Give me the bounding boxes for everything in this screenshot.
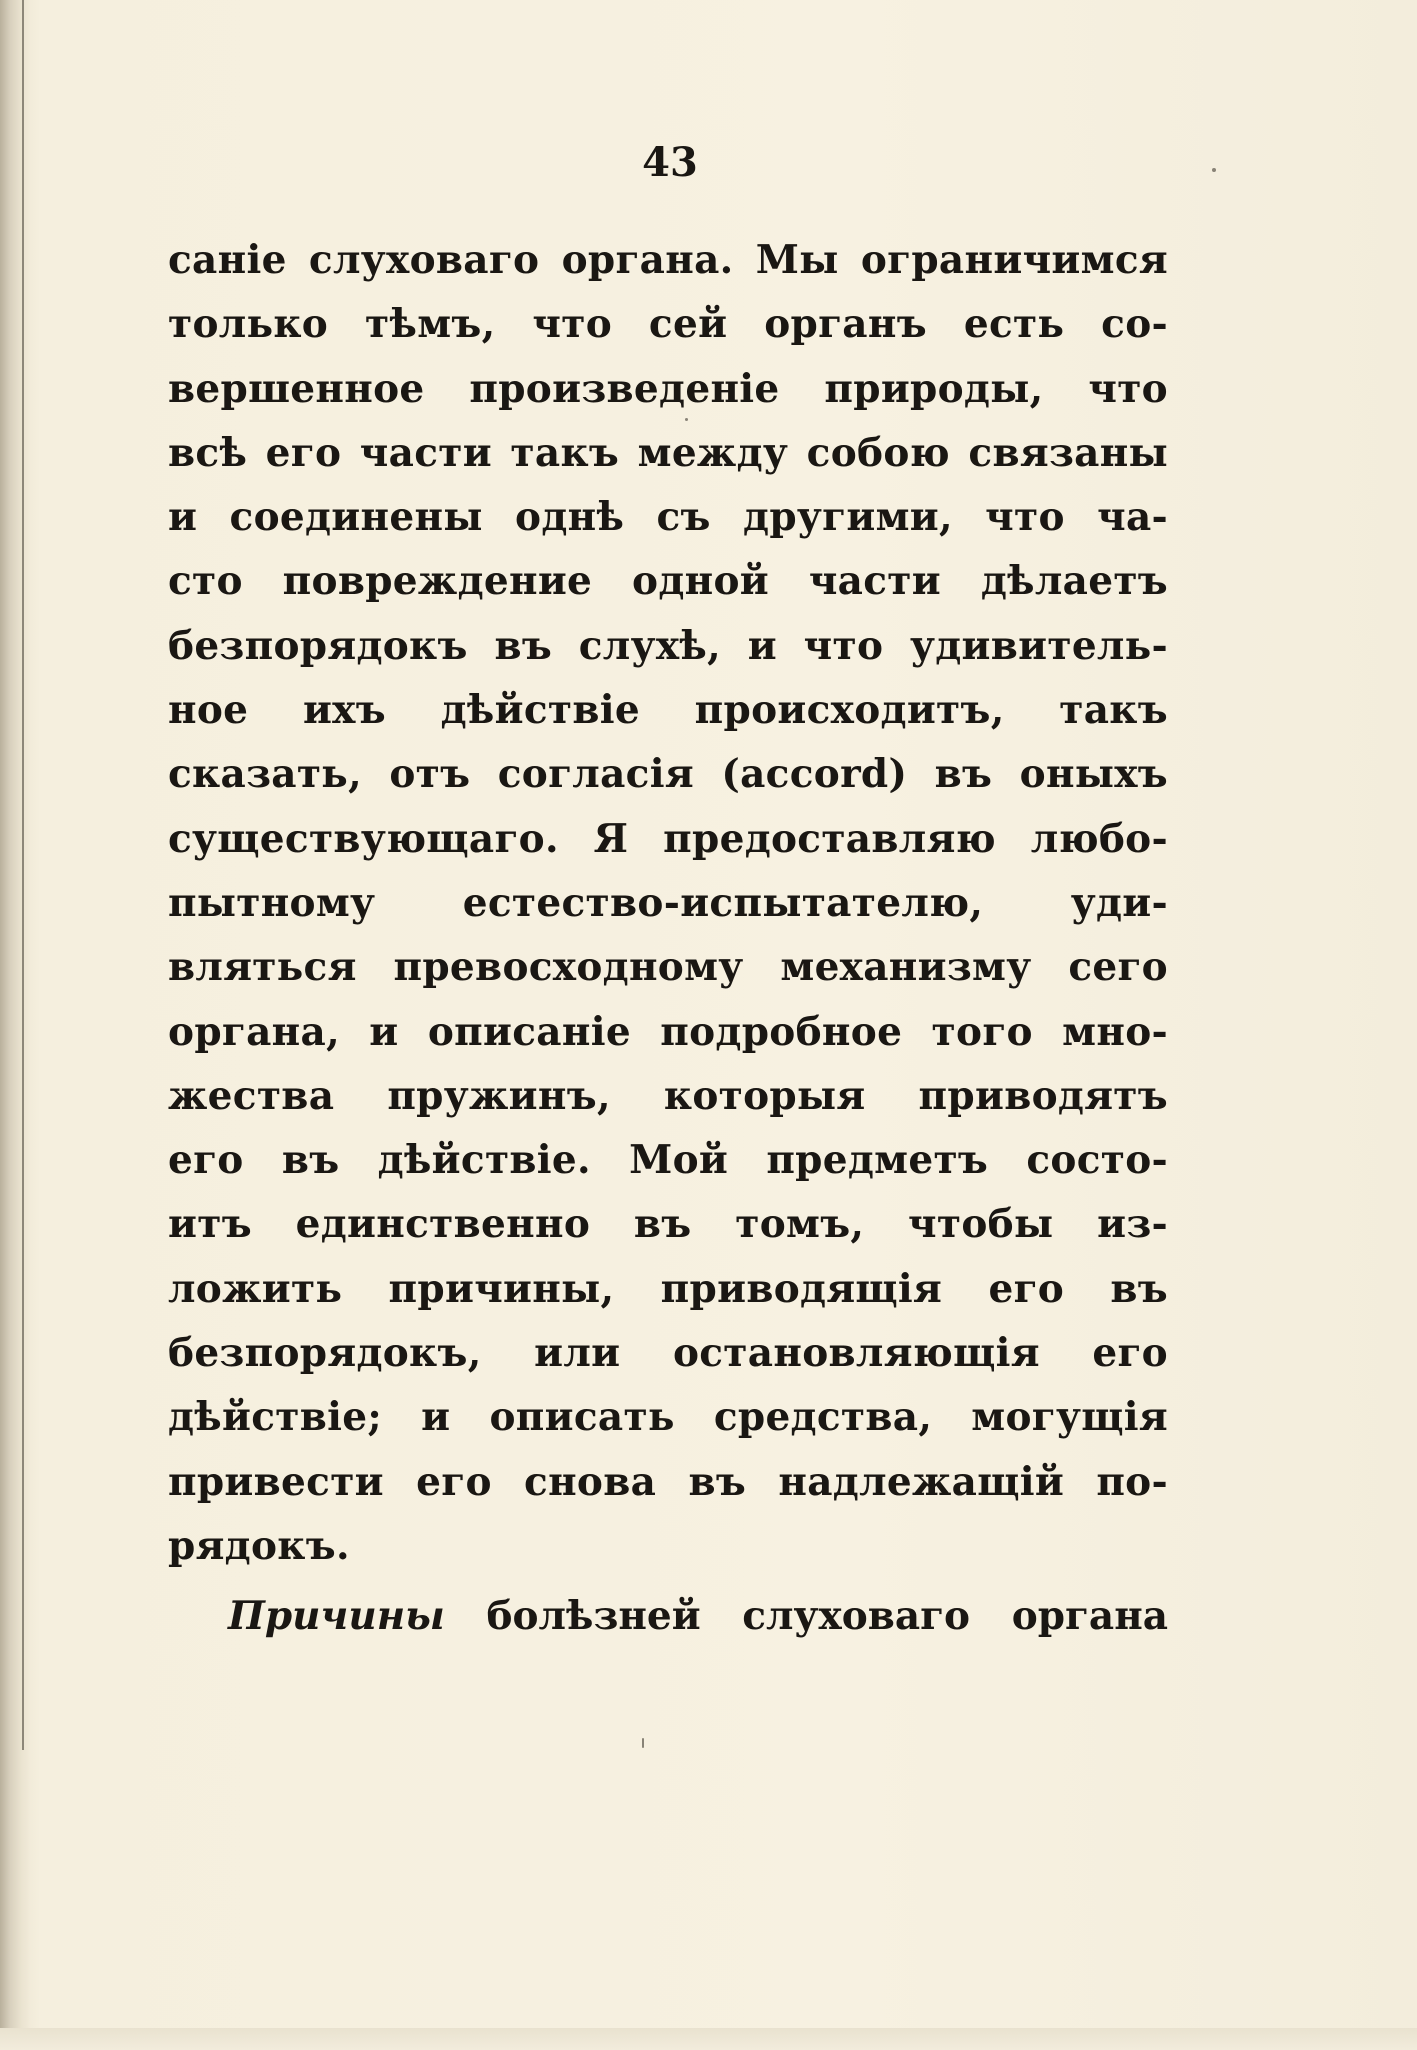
text-line: ложить причины, приводящія его въ — [168, 1265, 1168, 1312]
text-line: только тѣмъ, что сей органъ есть со- — [168, 301, 1168, 348]
section-heading — [168, 1584, 1168, 1648]
text-line: его въ дѣйствіе. Мой предметъ состо- — [168, 1137, 1168, 1184]
text-line: рядокъ. — [168, 1522, 350, 1569]
page-spine-shadow — [0, 0, 30, 2050]
text-line: жества пружинъ, которыя приводятъ — [168, 1072, 1168, 1119]
text-line: сто повреждение одной части дѣлаетъ — [168, 558, 1168, 605]
page-binding-line — [22, 0, 24, 1750]
paper-speck — [685, 418, 688, 421]
text-line: вляться превосходному механизму сего — [168, 944, 1168, 991]
text-line: безпорядокъ, или остановляющія его — [168, 1330, 1168, 1377]
text-line: дѣйствіе; и описать средства, могущія — [168, 1394, 1168, 1441]
body-text — [168, 228, 1168, 1649]
text-line: ное ихъ дѣйствіе происходитъ, такъ — [168, 687, 1168, 734]
text-line: всѣ его части такъ между собою связаны — [168, 429, 1168, 476]
text-line: привести его снова въ надлежащій по- — [168, 1458, 1168, 1505]
text-line: безпорядокъ въ слухѣ, и что удивитель- — [168, 622, 1168, 669]
section-heading-italic: Причины — [228, 1593, 445, 1640]
text-line: пытному естество-испытателю, уди- — [168, 879, 1168, 926]
text-line: саніе слуховаго органа. Мы ограничимся — [168, 237, 1168, 283]
text-line: итъ единственно въ томъ, чтобы из- — [168, 1201, 1168, 1248]
text-line: существующаго. Я предоставляю любо- — [168, 815, 1168, 862]
paper-speck — [642, 1738, 644, 1748]
section-heading-rest: болѣзней слуховаго органа — [486, 1593, 1169, 1640]
text-line: органа, и описаніе подробное того мно- — [168, 1008, 1168, 1055]
paper-speck — [1212, 168, 1216, 172]
page-number: 43 — [642, 139, 698, 186]
page-bottom-edge — [0, 2028, 1417, 2050]
text-line: сказать, отъ согласія (accord) въ оныхъ — [168, 751, 1168, 798]
text-line: вершенное произведеніе природы, что — [168, 365, 1168, 412]
text-line: и соединены однѣ съ другими, что ча- — [168, 494, 1168, 541]
